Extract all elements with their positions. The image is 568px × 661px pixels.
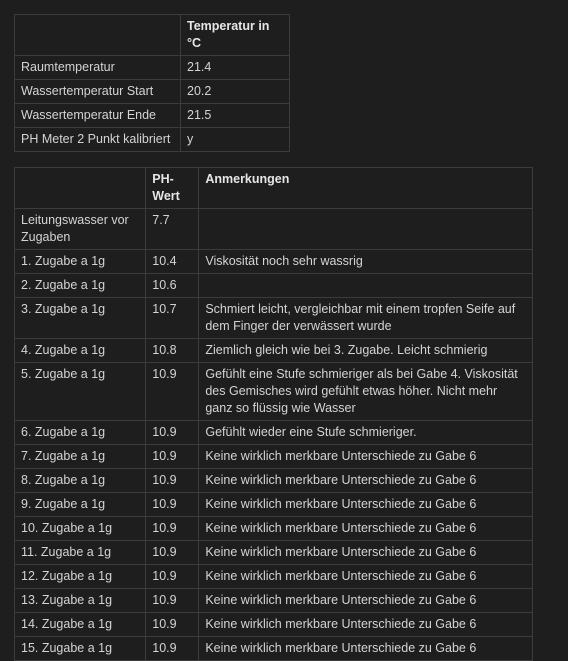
measurement-note: Gefühlt wieder eine Stufe schmieriger. bbox=[199, 421, 533, 445]
measurements-header-row bbox=[15, 168, 533, 209]
measurement-ph-value: 10.9 bbox=[146, 445, 199, 469]
measurement-note bbox=[199, 274, 533, 298]
table-row bbox=[15, 613, 533, 637]
measurement-label: 1. Zugabe a 1g bbox=[15, 250, 146, 274]
measurement-note: Keine wirklich merkbare Unterschiede zu Gabe 6 bbox=[199, 517, 533, 541]
measurements-header-ph: PH-Wert bbox=[146, 168, 199, 209]
measurements-body bbox=[15, 209, 533, 661]
table-row bbox=[15, 421, 533, 445]
measurement-note: Keine wirklich merkbare Unterschiede zu Gabe 6 bbox=[199, 469, 533, 493]
measurement-label: 5. Zugabe a 1g bbox=[15, 363, 146, 421]
measurement-ph-value: 7.7 bbox=[146, 209, 199, 250]
measurement-note: Keine wirklich merkbare Unterschiede zu Gabe 6 bbox=[199, 613, 533, 637]
measurement-ph-value: 10.9 bbox=[146, 589, 199, 613]
table-row bbox=[15, 517, 533, 541]
measurement-label: 11. Zugabe a 1g bbox=[15, 541, 146, 565]
measurement-ph-value: 10.9 bbox=[146, 469, 199, 493]
measurement-label: 12. Zugabe a 1g bbox=[15, 565, 146, 589]
measurement-label: 6. Zugabe a 1g bbox=[15, 421, 146, 445]
measurement-ph-value: 10.9 bbox=[146, 421, 199, 445]
measurement-label: 10. Zugabe a 1g bbox=[15, 517, 146, 541]
measurement-note: Keine wirklich merkbare Unterschiede zu Gabe 6 bbox=[199, 565, 533, 589]
measurement-label: 2. Zugabe a 1g bbox=[15, 274, 146, 298]
measurement-label: 13. Zugabe a 1g bbox=[15, 589, 146, 613]
measurement-note: Keine wirklich merkbare Unterschiede zu Gabe 6 bbox=[199, 445, 533, 469]
measurement-label: 8. Zugabe a 1g bbox=[15, 469, 146, 493]
measurement-ph-value: 10.9 bbox=[146, 565, 199, 589]
measurement-ph-value: 10.9 bbox=[146, 493, 199, 517]
measurement-label: 9. Zugabe a 1g bbox=[15, 493, 146, 517]
measurement-ph-value: 10.4 bbox=[146, 250, 199, 274]
measurement-label: 4. Zugabe a 1g bbox=[15, 339, 146, 363]
conditions-value: 21.4 bbox=[181, 56, 290, 80]
conditions-header-temperature: Temperatur in °C bbox=[181, 15, 290, 56]
measurements-header-notes: Anmerkungen bbox=[199, 168, 533, 209]
measurement-note: Keine wirklich merkbare Unterschiede zu Gabe 6 bbox=[199, 589, 533, 613]
table-row bbox=[15, 209, 533, 250]
measurements-table bbox=[14, 167, 533, 661]
measurement-ph-value: 10.9 bbox=[146, 517, 199, 541]
measurement-ph-value: 10.7 bbox=[146, 298, 199, 339]
table-row bbox=[15, 274, 533, 298]
conditions-row bbox=[15, 56, 290, 80]
measurement-ph-value: 10.6 bbox=[146, 274, 199, 298]
measurement-ph-value: 10.9 bbox=[146, 541, 199, 565]
measurement-label: 7. Zugabe a 1g bbox=[15, 445, 146, 469]
measurements-header-empty bbox=[15, 168, 146, 209]
conditions-value: 21.5 bbox=[181, 104, 290, 128]
table-row bbox=[15, 541, 533, 565]
conditions-row bbox=[15, 128, 290, 152]
table-row bbox=[15, 565, 533, 589]
conditions-value: 20.2 bbox=[181, 80, 290, 104]
measurement-label: 3. Zugabe a 1g bbox=[15, 298, 146, 339]
table-row bbox=[15, 363, 533, 421]
conditions-row bbox=[15, 104, 290, 128]
measurement-note: Keine wirklich merkbare Unterschiede zu Gabe 6 bbox=[199, 541, 533, 565]
table-row bbox=[15, 250, 533, 274]
measurement-label: 14. Zugabe a 1g bbox=[15, 613, 146, 637]
measurement-note: Viskosität noch sehr wassrig bbox=[199, 250, 533, 274]
table-row bbox=[15, 445, 533, 469]
table-row bbox=[15, 298, 533, 339]
conditions-label: PH Meter 2 Punkt kalibriert bbox=[15, 128, 181, 152]
table-row bbox=[15, 493, 533, 517]
conditions-label: Wassertemperatur Ende bbox=[15, 104, 181, 128]
table-row bbox=[15, 637, 533, 661]
measurement-note: Gefühlt eine Stufe schmieriger als bei Gabe 4. Viskosität des Gemisches wird gefühlt etwas höher. Nicht mehr ganz so flüssig wie Wasser bbox=[199, 363, 533, 421]
conditions-row bbox=[15, 80, 290, 104]
conditions-value: y bbox=[181, 128, 290, 152]
conditions-body bbox=[15, 56, 290, 152]
measurement-ph-value: 10.9 bbox=[146, 613, 199, 637]
measurement-ph-value: 10.9 bbox=[146, 637, 199, 661]
measurement-label: Leitungswasser vor Zugaben bbox=[15, 209, 146, 250]
table-row bbox=[15, 469, 533, 493]
measurement-note: Schmiert leicht, vergleichbar mit einem tropfen Seife auf dem Finger der verwässert wurde bbox=[199, 298, 533, 339]
measurement-note bbox=[199, 209, 533, 250]
measurement-ph-value: 10.8 bbox=[146, 339, 199, 363]
conditions-label: Wassertemperatur Start bbox=[15, 80, 181, 104]
table-row bbox=[15, 589, 533, 613]
measurement-label: 15. Zugabe a 1g bbox=[15, 637, 146, 661]
conditions-label: Raumtemperatur bbox=[15, 56, 181, 80]
measurement-note: Ziemlich gleich wie bei 3. Zugabe. Leicht schmierig bbox=[199, 339, 533, 363]
conditions-table bbox=[14, 14, 290, 152]
conditions-header-empty bbox=[15, 15, 181, 56]
measurement-ph-value: 10.9 bbox=[146, 363, 199, 421]
table-row bbox=[15, 339, 533, 363]
measurement-note: Keine wirklich merkbare Unterschiede zu Gabe 6 bbox=[199, 493, 533, 517]
conditions-header-row bbox=[15, 15, 290, 56]
measurement-note: Keine wirklich merkbare Unterschiede zu Gabe 6 bbox=[199, 637, 533, 661]
